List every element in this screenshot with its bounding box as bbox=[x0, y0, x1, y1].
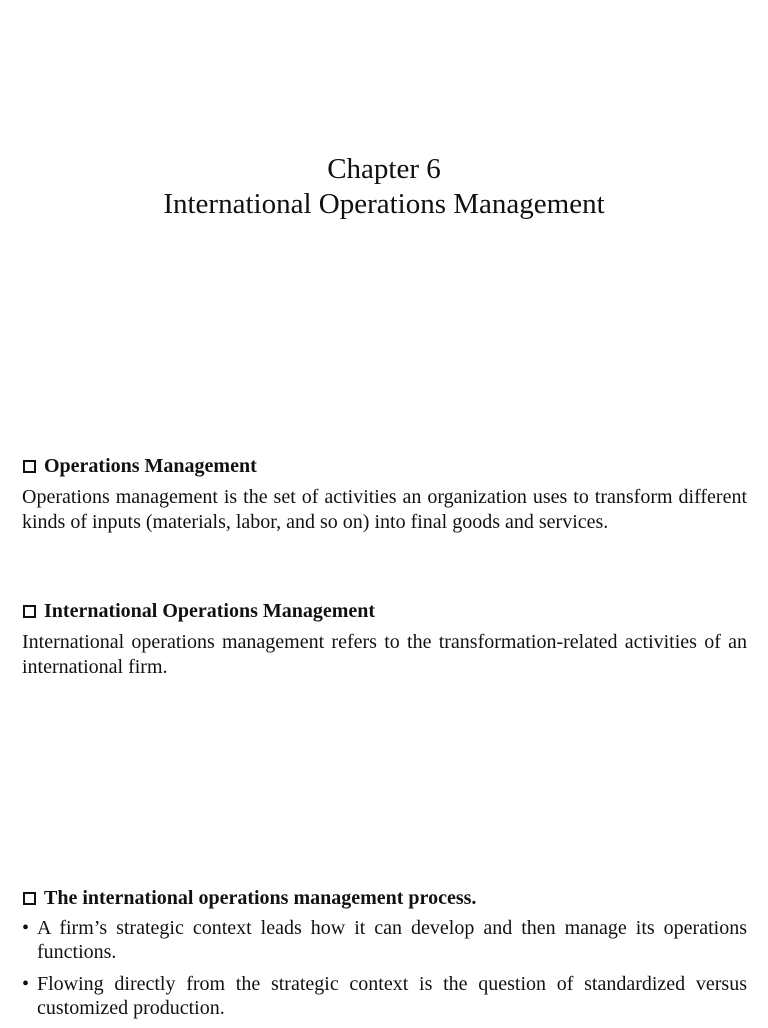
list-item-text: A firm’s strategic context leads how it can develop and then manage its operations functions. bbox=[37, 917, 747, 963]
section-operations-management bbox=[22, 453, 747, 534]
list-item-text: Flowing directly from the strategic context is the question of standardized versus customized production. bbox=[37, 973, 747, 1019]
bullet-icon: • bbox=[22, 917, 30, 939]
checkbox-square-icon bbox=[23, 892, 36, 905]
checkbox-square-icon bbox=[23, 460, 36, 473]
bullet-list bbox=[22, 916, 747, 1020]
section-paragraph: Operations management is the set of activities an organization uses to transform different kinds of inputs (materials, labor, and so on) into final goods and services. bbox=[22, 486, 747, 533]
checkbox-square-icon bbox=[23, 605, 36, 618]
bullet-icon: • bbox=[22, 973, 30, 995]
section-heading-text: Operations Management bbox=[44, 455, 257, 477]
title-block bbox=[0, 152, 768, 222]
section-international-operations-management bbox=[22, 598, 747, 679]
section-heading bbox=[22, 453, 747, 479]
list-item bbox=[22, 972, 747, 1020]
section-heading-text: The international operations management process. bbox=[44, 887, 477, 909]
list-item bbox=[22, 916, 747, 964]
section-paragraph: International operations management refers to the transformation-related activities of an international firm. bbox=[22, 631, 747, 678]
section-heading bbox=[22, 598, 747, 624]
chapter-label: Chapter 6 bbox=[327, 153, 441, 185]
section-heading bbox=[22, 885, 747, 911]
section-process bbox=[22, 885, 747, 1028]
section-heading-text: International Operations Management bbox=[44, 600, 376, 622]
chapter-title: International Operations Management bbox=[163, 188, 605, 220]
